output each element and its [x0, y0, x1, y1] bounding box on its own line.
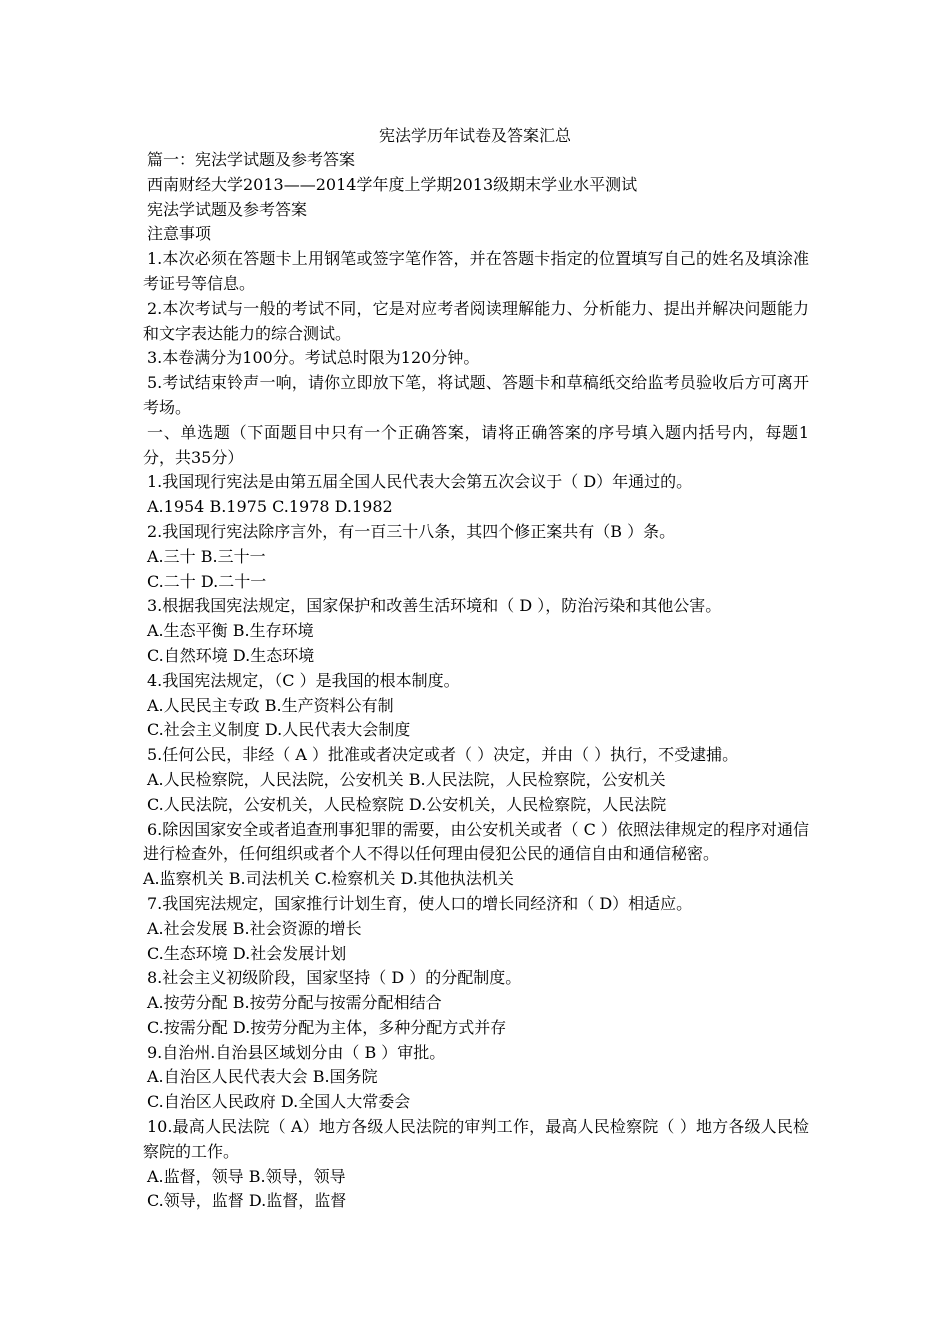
note-item: 3.本卷满分为100分。考试总时限为120分钟。	[147, 348, 480, 368]
question: 4.我国宪法规定，（C ）是我国的根本制度。	[147, 670, 460, 690]
exam-subtitle: 宪法学试题及参考答案	[147, 199, 308, 219]
question: 1.我国现行宪法是由第五届全国人民代表大会第五次会议于（ D）年通过的。	[147, 472, 693, 492]
answer-options: A.监察机关 B.司法机关 C.检察机关 D.其他执法机关	[143, 869, 514, 889]
question: 2.我国现行宪法除序言外，有一百三十八条，其四个修正案共有（B ）条。	[147, 521, 676, 541]
section-heading: 篇一：宪法学试题及参考答案	[147, 150, 356, 169]
answer-options: C.按需分配 D.按劳分配为主体，多种分配方式并存	[147, 1017, 507, 1037]
question: 10.最高人民法院（ A）地方各级人民法院的审判工作，最高人民检察院（ ）地方各级人民检察院的工作。	[143, 1117, 809, 1161]
answer-options: C.自治区人民政府 D.全国人大常委会	[147, 1092, 411, 1112]
question: 7.我国宪法规定，国家推行计划生育，使人口的增长同经济和（ D）相适应。	[147, 893, 693, 913]
answer-options: A.自治区人民代表大会 B.国务院	[147, 1067, 378, 1087]
question: 3.根据我国宪法规定，国家保护和改善生活环境和（ D ），防治污染和其他公害。	[147, 596, 722, 616]
answer-options: C.领导，监督 D.监督，监督	[147, 1191, 347, 1211]
question: 6.除因国家安全或者追查刑事犯罪的需要，由公安机关或者（ C ）依照法律规定的程序对通信进行检查外，任何组织或者个人不得以任何理由侵犯公民的通信自由和通信秘密。	[143, 819, 809, 864]
answer-options: C.生态环境 D.社会发展计划	[147, 943, 347, 963]
answer-options: A.1954 B.1975 C.1978 D.1982	[147, 497, 393, 517]
answer-options: C.二十 D.二十一	[147, 571, 267, 591]
answer-options: C.人民法院，公安机关，人民检察院 D.公安机关，人民检察院，人民法院	[147, 794, 667, 814]
answer-options: A.按劳分配 B.按劳分配与按需分配相结合	[147, 993, 442, 1013]
answer-options: A.人民检察院，人民法院，公安机关 B.人民法院，人民检察院，公安机关	[147, 769, 666, 789]
answer-options: C.社会主义制度 D.人民代表大会制度	[147, 720, 411, 740]
question: 9.自治州.自治县区域划分由（ B ）审批。	[147, 1042, 446, 1062]
answer-options: A.监督，领导 B.领导，领导	[147, 1166, 346, 1186]
notes-heading: 注意事项	[147, 224, 212, 244]
answer-options: A.三十 B.三十一	[147, 546, 266, 566]
note-item: 1.本次必须在答题卡上用钢笔或签字笔作答，并在答题卡指定的位置填写自己的姓名及填涂准考证号等信息。	[143, 249, 809, 293]
part-heading: 一、单选题（下面题目中只有一个正确答案，请将正确答案的序号填入题内括号内，每题1分，共35分）	[143, 422, 809, 467]
answer-options: C.自然环境 D.生态环境	[147, 645, 315, 665]
question: 5.任何公民，非经（ A ）批准或者决定或者（ ）决定，并由（ ）执行，不受逮捕。	[147, 745, 739, 765]
note-item: 2.本次考试与一般的考试不同，它是对应考者阅读理解能力、分析能力、提出并解决问题能力和文字表达能力的综合测试。	[143, 298, 809, 343]
document-body	[143, 148, 809, 1214]
document-title: 宪法学历年试卷及答案汇总	[378, 126, 571, 145]
answer-options: A.生态平衡 B.生存环境	[147, 621, 314, 641]
exam-header: 西南财经大学2013——2014学年度上学期2013级期末学业水平测试	[147, 174, 638, 194]
note-item: 5.考试结束铃声一响，请你立即放下笔，将试题、答题卡和草稿纸交给监考员验收后方可离开考场。	[143, 373, 809, 417]
answer-options: A.人民民主专政 B.生产资料公有制	[147, 695, 394, 715]
question: 8.社会主义初级阶段，国家坚持（ D ）的分配制度。	[147, 968, 522, 988]
answer-options: A.社会发展 B.社会资源的增长	[147, 918, 362, 938]
